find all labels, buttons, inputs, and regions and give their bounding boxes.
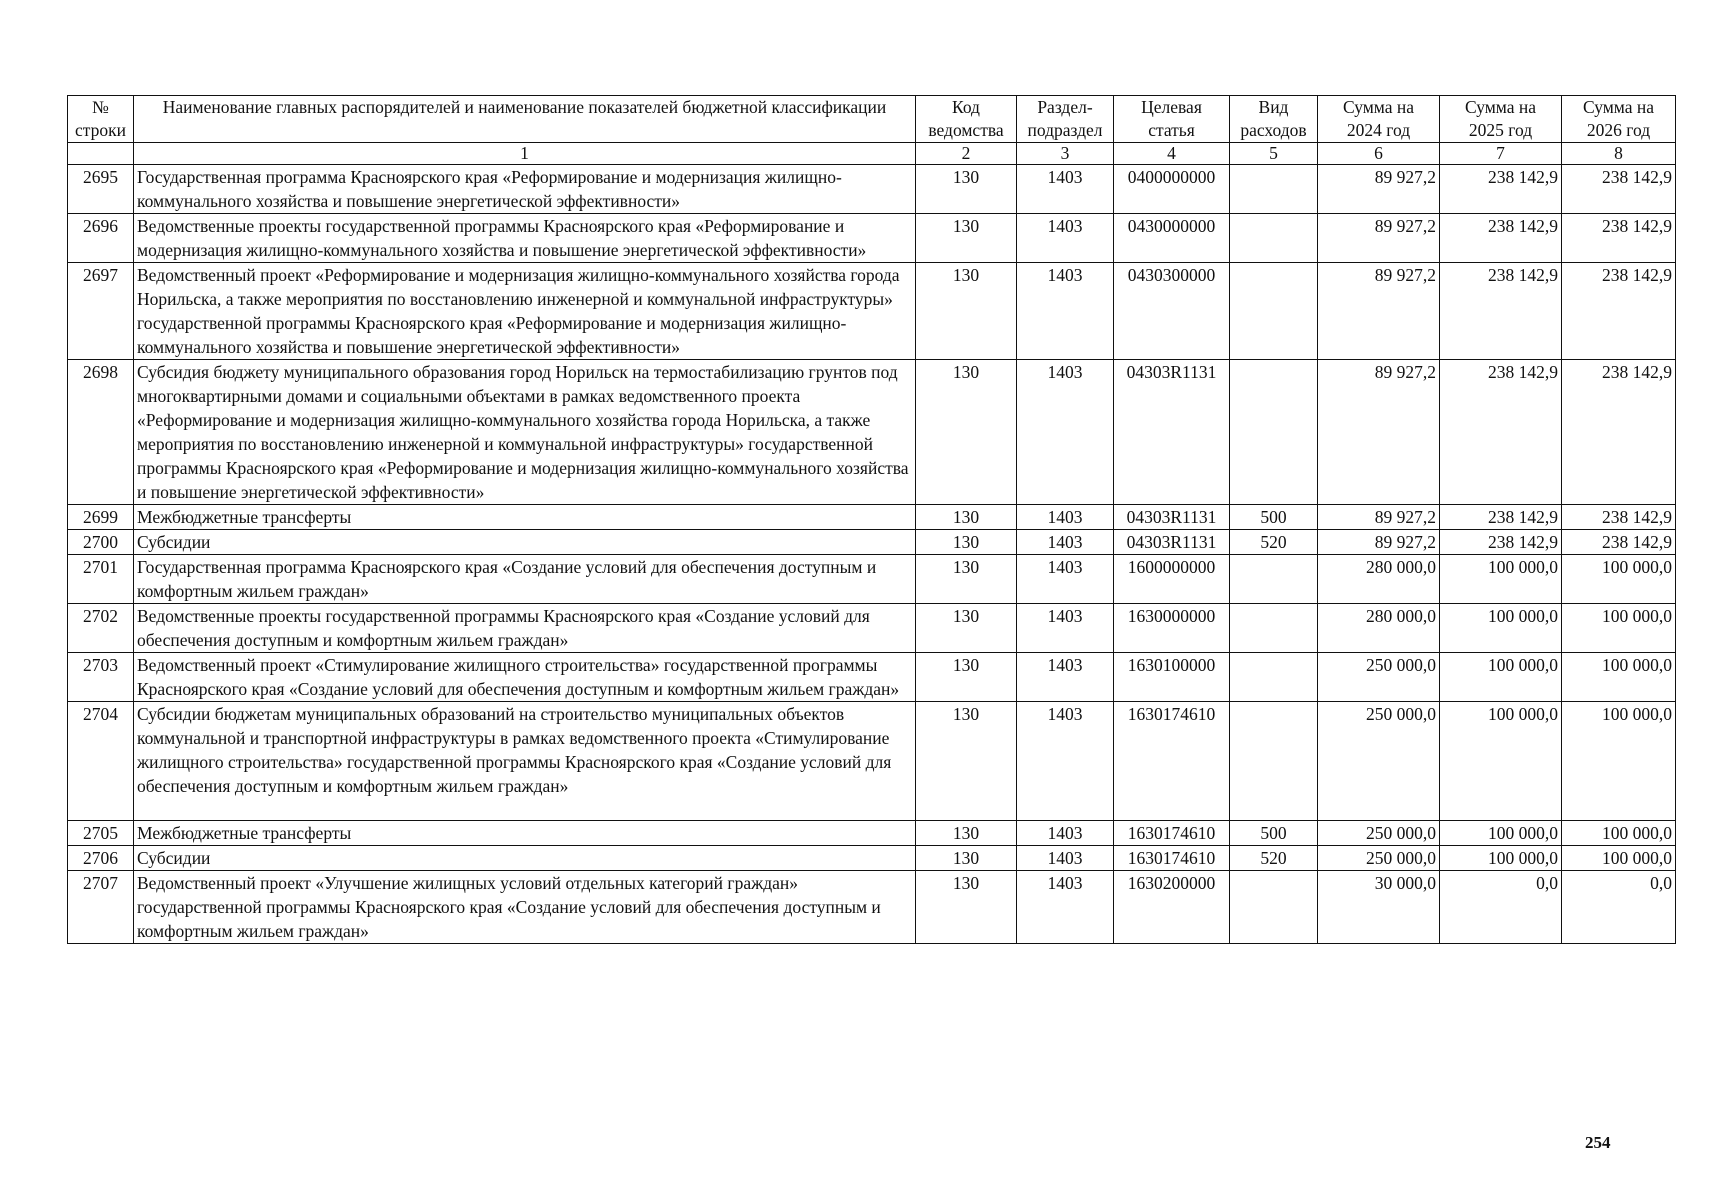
column-number: 3 [1017, 143, 1114, 165]
section-code: 1403 [1017, 360, 1114, 505]
expense-type [1230, 360, 1318, 505]
sum-2025: 100 000,0 [1440, 702, 1562, 821]
row-number: 2696 [68, 214, 134, 263]
section-code: 1403 [1017, 165, 1114, 214]
sum-2024: 89 927,2 [1318, 505, 1440, 530]
sum-2025: 238 142,9 [1440, 505, 1562, 530]
dept-code: 130 [916, 653, 1017, 702]
dept-code: 130 [916, 360, 1017, 505]
row-number: 2703 [68, 653, 134, 702]
header-name: Наименование главных распорядителей и наименование показателей бюджетной классификации [134, 96, 916, 143]
section-code: 1403 [1017, 555, 1114, 604]
sum-2024: 89 927,2 [1318, 263, 1440, 360]
sum-2025: 100 000,0 [1440, 821, 1562, 846]
target-article: 04303R1131 [1114, 530, 1230, 555]
sum-2026: 100 000,0 [1562, 653, 1676, 702]
row-number: 2697 [68, 263, 134, 360]
table-row [68, 263, 1676, 360]
row-name: Субсидии [134, 530, 916, 555]
column-number: 2 [916, 143, 1017, 165]
target-article: 1630000000 [1114, 604, 1230, 653]
target-article: 0400000000 [1114, 165, 1230, 214]
header-target-article: Целевая статья [1114, 96, 1230, 143]
table-row [68, 702, 1676, 821]
target-article: 04303R1131 [1114, 505, 1230, 530]
target-article: 0430300000 [1114, 263, 1230, 360]
sum-2025: 100 000,0 [1440, 846, 1562, 871]
sum-2025: 100 000,0 [1440, 555, 1562, 604]
column-number: 6 [1318, 143, 1440, 165]
dept-code: 130 [916, 555, 1017, 604]
header-dept-code: Код ведомства [916, 96, 1017, 143]
table-row [68, 846, 1676, 871]
row-number: 2705 [68, 821, 134, 846]
sum-2026: 0,0 [1562, 871, 1676, 944]
sum-2025: 238 142,9 [1440, 263, 1562, 360]
sum-2026: 100 000,0 [1562, 555, 1676, 604]
section-code: 1403 [1017, 871, 1114, 944]
target-article: 1630174610 [1114, 702, 1230, 821]
section-code: 1403 [1017, 530, 1114, 555]
expense-type [1230, 871, 1318, 944]
column-number: 7 [1440, 143, 1562, 165]
expense-type [1230, 702, 1318, 821]
dept-code: 130 [916, 530, 1017, 555]
column-number: 4 [1114, 143, 1230, 165]
target-article: 04303R1131 [1114, 360, 1230, 505]
budget-table [67, 95, 1676, 944]
expense-type: 500 [1230, 821, 1318, 846]
sum-2024: 30 000,0 [1318, 871, 1440, 944]
section-code: 1403 [1017, 846, 1114, 871]
target-article: 1630174610 [1114, 821, 1230, 846]
sum-2025: 238 142,9 [1440, 360, 1562, 505]
dept-code: 130 [916, 846, 1017, 871]
sum-2024: 89 927,2 [1318, 530, 1440, 555]
section-code: 1403 [1017, 702, 1114, 821]
row-name: Государственная программа Красноярского края «Создание условий для обеспечения доступным и комфортным жильем граждан» [134, 555, 916, 604]
dept-code: 130 [916, 214, 1017, 263]
sum-2026: 100 000,0 [1562, 846, 1676, 871]
sum-2025: 0,0 [1440, 871, 1562, 944]
section-code: 1403 [1017, 263, 1114, 360]
expense-type [1230, 604, 1318, 653]
dept-code: 130 [916, 821, 1017, 846]
sum-2026: 238 142,9 [1562, 360, 1676, 505]
sum-2026: 100 000,0 [1562, 702, 1676, 821]
sum-2024: 280 000,0 [1318, 555, 1440, 604]
table-row [68, 555, 1676, 604]
sum-2024: 250 000,0 [1318, 846, 1440, 871]
sum-2026: 238 142,9 [1562, 214, 1676, 263]
row-name: Ведомственные проекты государственной программы Красноярского края «Реформирование и модернизация жилищно-коммунального хозяйства и повышение энергетической эффективности» [134, 214, 916, 263]
sum-2025: 100 000,0 [1440, 604, 1562, 653]
header-row [68, 96, 1676, 143]
target-article: 1630200000 [1114, 871, 1230, 944]
dept-code: 130 [916, 702, 1017, 821]
expense-type: 500 [1230, 505, 1318, 530]
header-section: Раздел- подраздел [1017, 96, 1114, 143]
expense-type [1230, 653, 1318, 702]
sum-2024: 89 927,2 [1318, 214, 1440, 263]
sum-2025: 238 142,9 [1440, 530, 1562, 555]
sum-2026: 238 142,9 [1562, 530, 1676, 555]
row-name: Межбюджетные трансферты [134, 505, 916, 530]
row-number: 2698 [68, 360, 134, 505]
table-row [68, 505, 1676, 530]
row-number: 2699 [68, 505, 134, 530]
row-number: 2695 [68, 165, 134, 214]
target-article: 1600000000 [1114, 555, 1230, 604]
table-row [68, 821, 1676, 846]
table-row [68, 604, 1676, 653]
sum-2026: 238 142,9 [1562, 505, 1676, 530]
sum-2024: 250 000,0 [1318, 653, 1440, 702]
expense-type [1230, 165, 1318, 214]
expense-type [1230, 555, 1318, 604]
row-name: Субсидия бюджету муниципального образования город Норильск на термостабилизацию грунтов под многоквартирными домами и социальными объектами в рамках ведомственного проекта «Реформирование и модернизация жилищно-коммунального хозяйства города Норильска, а также мероприятия по восстановлению инженерной и коммунальной инфраструктуры» государственной программы Красноярского края «Реформирование и модернизация жилищно-коммунального хозяйства и повышение энергетической эффективности» [134, 360, 916, 505]
expense-type [1230, 263, 1318, 360]
row-number: 2702 [68, 604, 134, 653]
page-number: 254 [1585, 1133, 1611, 1152]
row-name: Ведомственные проекты государственной программы Красноярского края «Создание условий для обеспечения доступным и комфортным жильем граждан» [134, 604, 916, 653]
section-code: 1403 [1017, 821, 1114, 846]
row-name: Межбюджетные трансферты [134, 821, 916, 846]
section-code: 1403 [1017, 653, 1114, 702]
sum-2024: 280 000,0 [1318, 604, 1440, 653]
row-number: 2701 [68, 555, 134, 604]
target-article: 1630174610 [1114, 846, 1230, 871]
row-name: Ведомственный проект «Реформирование и модернизация жилищно-коммунального хозяйства города Норильска, а также мероприятия по восстановлению инженерной и коммунальной инфраструктуры» государственной программы Красноярского края «Реформирование и модернизация жилищно-коммунального хозяйства и повышение энергетической эффективности» [134, 263, 916, 360]
sum-2025: 238 142,9 [1440, 165, 1562, 214]
header-sum-2024: Сумма на 2024 год [1318, 96, 1440, 143]
section-code: 1403 [1017, 505, 1114, 530]
table-body [68, 165, 1676, 944]
table-row [68, 214, 1676, 263]
dept-code: 130 [916, 505, 1017, 530]
column-number: 8 [1562, 143, 1676, 165]
expense-type [1230, 214, 1318, 263]
section-code: 1403 [1017, 604, 1114, 653]
row-number: 2706 [68, 846, 134, 871]
table-row [68, 530, 1676, 555]
dept-code: 130 [916, 871, 1017, 944]
sum-2024: 250 000,0 [1318, 821, 1440, 846]
expense-type: 520 [1230, 846, 1318, 871]
target-article: 1630100000 [1114, 653, 1230, 702]
row-number: 2707 [68, 871, 134, 944]
row-name: Ведомственный проект «Улучшение жилищных условий отдельных категорий граждан» государственной программы Красноярского края «Создание условий для обеспечения доступным и комфортным жильем граждан» [134, 871, 916, 944]
column-number: 5 [1230, 143, 1318, 165]
column-number [68, 143, 134, 165]
row-number: 2700 [68, 530, 134, 555]
sum-2025: 100 000,0 [1440, 653, 1562, 702]
target-article: 0430000000 [1114, 214, 1230, 263]
section-code: 1403 [1017, 214, 1114, 263]
row-number: 2704 [68, 702, 134, 821]
column-number: 1 [134, 143, 916, 165]
sum-2024: 89 927,2 [1318, 165, 1440, 214]
sum-2026: 100 000,0 [1562, 604, 1676, 653]
table-row [68, 871, 1676, 944]
column-number-row [68, 143, 1676, 165]
sum-2024: 89 927,2 [1318, 360, 1440, 505]
row-name: Субсидии [134, 846, 916, 871]
sum-2026: 238 142,9 [1562, 165, 1676, 214]
sum-2026: 100 000,0 [1562, 821, 1676, 846]
row-name: Ведомственный проект «Стимулирование жилищного строительства» государственной программы Красноярского края «Создание условий для обеспечения доступным и комфортным жильем граждан» [134, 653, 916, 702]
sum-2026: 238 142,9 [1562, 263, 1676, 360]
dept-code: 130 [916, 263, 1017, 360]
row-name: Государственная программа Красноярского края «Реформирование и модернизация жилищно-коммунального хозяйства и повышение энергетической эффективности» [134, 165, 916, 214]
expense-type: 520 [1230, 530, 1318, 555]
sum-2025: 238 142,9 [1440, 214, 1562, 263]
table-row [68, 653, 1676, 702]
sum-2024: 250 000,0 [1318, 702, 1440, 821]
header-expense-type: Вид расходов [1230, 96, 1318, 143]
table-row [68, 165, 1676, 214]
table-row [68, 360, 1676, 505]
header-sum-2025: Сумма на 2025 год [1440, 96, 1562, 143]
dept-code: 130 [916, 165, 1017, 214]
dept-code: 130 [916, 604, 1017, 653]
header-row-number: № строки [68, 96, 134, 143]
row-name: Субсидии бюджетам муниципальных образований на строительство муниципальных объектов коммунальной и транспортной инфраструктуры в рамках ведомственного проекта «Стимулирование жилищного строительства» государственной программы Красноярского края «Создание условий для обеспечения доступным и комфортным жильем граждан» [134, 702, 916, 821]
header-sum-2026: Сумма на 2026 год [1562, 96, 1676, 143]
